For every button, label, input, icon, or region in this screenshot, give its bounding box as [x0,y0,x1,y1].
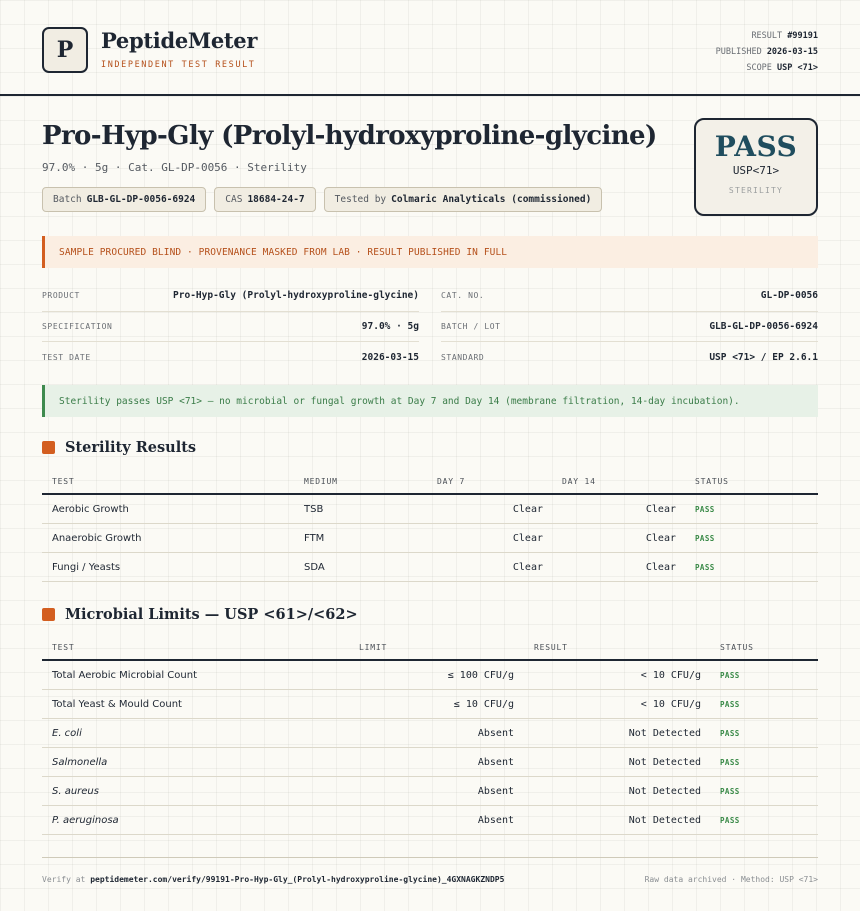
info-batch-lot [441,312,818,343]
meta-published: PUBLISHED 2026-03-15 [715,47,818,57]
status-badge: PASS [720,699,740,709]
info-row [42,312,818,343]
verify-link[interactable]: peptidemeter.com/verify/99191-Pro-Hyp-Gly_(Prolyl-hydroxyproline-glycine)_4GXNAGKZNDP5 [90,875,505,884]
info-specification [42,312,419,343]
meta-scope: SCOPE USP <71> [746,63,818,73]
info-row [42,281,818,312]
cell-result: Not Detected [628,756,701,768]
info-standard [441,342,818,373]
cell-day14: Clear [645,532,676,544]
table-row [42,495,818,524]
table-row [42,748,818,777]
cell-test: Aerobic Growth [52,503,129,515]
cell-test: E. coli [52,727,82,739]
cell-day7: Clear [512,561,543,573]
table-header [42,467,818,495]
report-footer [42,857,818,901]
cell-day14: Clear [645,503,676,515]
table-row [42,806,818,835]
status-badge: PASS [720,815,740,825]
archive-note: Raw data archived · Method: USP <71> [644,875,818,884]
col-result: RESULT [534,643,568,652]
col-medium: MEDIUM [304,477,338,486]
col-day14: DAY 14 [562,477,596,486]
brand-name: PeptideMeter [101,28,258,53]
cell-limit: Absent [477,814,514,826]
status-badge: PASS [695,562,715,572]
result-summary: Sterility passes USP <71> — no microbial or fungal growth at Day 7 and Day 14 (membrane filtration, 14-day incubation). [42,385,818,417]
info-test-date [42,342,419,373]
sterility-table [42,467,818,582]
info-value: Pro-Hyp-Gly (Prolyl-hydroxyproline-glycine) [173,290,419,302]
cell-day7: Clear [512,503,543,515]
chip-tested-by: Tested by Colmaric Analyticals (commissioned) [324,187,603,212]
status-badge: PASS [720,728,740,738]
cell-test: Fungi / Yeasts [52,561,121,573]
status-badge: PASS [720,670,740,680]
col-status: STATUS [720,643,754,652]
col-limit: LIMIT [359,643,388,652]
microbial-table [42,633,818,835]
col-test: TEST [52,643,75,652]
meta-result: RESULT #99191 [751,31,818,41]
cell-test: Total Aerobic Microbial Count [52,669,197,681]
info-value: USP <71> / EP 2.6.1 [709,351,818,363]
cell-limit: ≤ 10 CFU/g [453,698,514,710]
table-row [42,690,818,719]
info-product [42,281,419,312]
status-badge: PASS [720,786,740,796]
cell-limit: Absent [477,756,514,768]
info-label: STANDARD [441,352,485,362]
section-marker-icon [42,608,55,621]
sterility-heading [42,439,196,456]
col-status: STATUS [695,477,729,486]
col-day7: DAY 7 [437,477,466,486]
cell-test: P. aeruginosa [52,814,119,826]
info-label: BATCH / LOT [441,321,501,331]
cell-test: Salmonella [52,756,108,768]
brand-tagline: INDEPENDENT TEST RESULT [101,60,256,70]
info-label: PRODUCT [42,291,80,301]
info-label: SPECIFICATION [42,321,113,331]
table-row [42,777,818,806]
cell-result: Not Detected [628,814,701,826]
cell-result: < 10 CFU/g [640,669,701,681]
info-value: 97.0% · 5g [361,320,419,332]
table-header [42,633,818,661]
cell-day7: Clear [512,532,543,544]
blind-procurement-notice: SAMPLE PROCURED BLIND · PROVENANCE MASKED FROM LAB · RESULT PUBLISHED IN FULL [42,236,818,268]
badge-result: PASS [714,130,798,163]
cell-medium: FTM [304,532,325,544]
section-marker-icon [42,441,55,454]
cell-limit: ≤ 100 CFU/g [447,669,514,681]
product-chips [42,187,602,212]
info-row [42,342,818,373]
status-badge: PASS [720,757,740,767]
product-subtitle: 97.0% · 5g · Cat. GL-DP-0056 · Sterility [42,161,307,174]
table-row [42,524,818,553]
pass-badge [694,118,818,216]
cell-day14: Clear [645,561,676,573]
report-header [0,0,860,96]
cell-result: < 10 CFU/g [640,698,701,710]
badge-standard: USP<71> [732,164,780,177]
cell-result: Not Detected [628,785,701,797]
cell-test: S. aureus [52,785,99,797]
cell-medium: SDA [304,561,325,573]
info-cat-no [441,281,818,312]
col-test: TEST [52,477,75,486]
info-grid [42,281,818,373]
info-value: 2026-03-15 [361,351,419,363]
table-row [42,553,818,582]
microbial-heading [42,606,358,623]
chip-cas: CAS 18684-24-7 [214,187,315,212]
info-label: CAT. NO. [441,291,485,301]
cell-medium: TSB [304,503,324,515]
info-value: GLB-GL-DP-0056-6924 [709,320,818,332]
status-badge: PASS [695,504,715,514]
table-row [42,661,818,690]
cell-limit: Absent [477,785,514,797]
cell-result: Not Detected [628,727,701,739]
badge-scope: STERILITY [728,186,784,195]
product-title: Pro-Hyp-Gly (Prolyl-hydroxyproline-glycine) [42,121,657,151]
status-badge: PASS [695,533,715,543]
cell-limit: Absent [477,727,514,739]
table-row [42,719,818,748]
chip-batch: Batch GLB-GL-DP-0056-6924 [42,187,206,212]
section-title: Microbial Limits — USP <61>/<62> [65,606,358,623]
logo-mark: P [42,27,88,73]
section-title: Sterility Results [65,439,197,456]
verify-line: Verify at peptidemeter.com/verify/99191-Pro-Hyp-Gly_(Prolyl-hydroxyproline-glycine)_4GXNAGKZNDP5 [42,875,505,884]
info-value: GL-DP-0056 [760,290,818,302]
cell-test: Anaerobic Growth [52,532,142,544]
report-meta [716,28,818,76]
cell-test: Total Yeast & Mould Count [52,698,182,710]
info-label: TEST DATE [42,352,91,362]
